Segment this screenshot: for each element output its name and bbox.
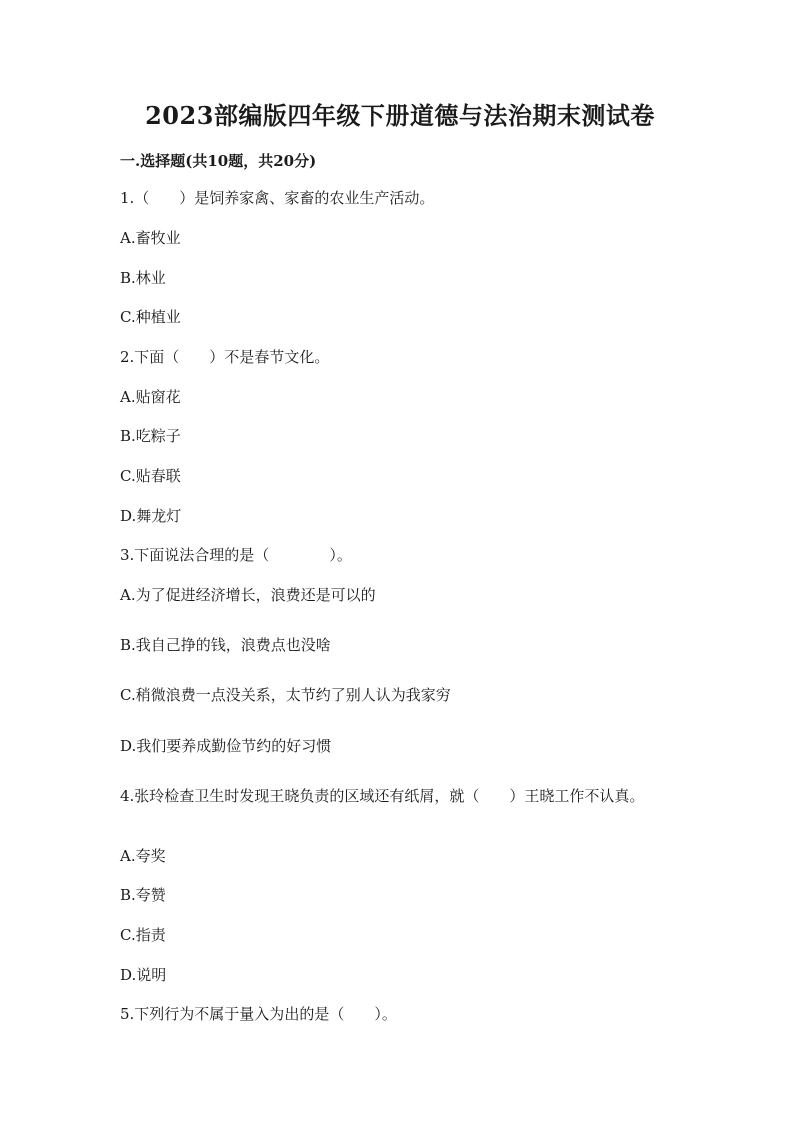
question-5-stem: 5.下列行为不属于量入为出的是（ ）。 xyxy=(120,1005,397,1023)
question-2-option-a: A.贴窗花 xyxy=(120,388,181,406)
question-2-option-b: B.吃粽子 xyxy=(120,427,181,445)
page-title: 2023部编版四年级下册道德与法治期末测试卷 xyxy=(145,101,655,130)
question-4-option-b: B.夸赞 xyxy=(120,886,166,904)
question-1-option-a: A.畜牧业 xyxy=(120,229,181,247)
question-4-option-c: C.指责 xyxy=(120,926,166,944)
question-2-option-c: C.贴春联 xyxy=(120,467,181,485)
question-4-option-d: D.说明 xyxy=(120,966,167,984)
question-2-option-d: D.舞龙灯 xyxy=(120,507,182,525)
question-3-option-a: A.为了促进经济增长，浪费还是可以的 xyxy=(120,586,376,604)
question-3-stem: 3.下面说法合理的是（ ）。 xyxy=(120,546,352,564)
question-3-option-c: C.稍微浪费一点没关系，太节约了别人认为我家穷 xyxy=(120,686,451,704)
question-1-option-b: B.林业 xyxy=(120,269,166,287)
question-3-option-d: D.我们要养成勤俭节约的好习惯 xyxy=(120,737,332,755)
question-4-option-a: A.夸奖 xyxy=(120,847,166,865)
section-heading: 一.选择题(共10题，共20分) xyxy=(120,152,317,170)
question-4-stem: 4.张玲检查卫生时发现王晓负责的区域还有纸屑，就（ ）王晓工作不认真。 xyxy=(120,787,645,805)
question-1-stem: 1.（ ）是饲养家禽、家畜的农业生产活动。 xyxy=(120,189,435,207)
question-1-option-c: C.种植业 xyxy=(120,308,181,326)
question-2-stem: 2.下面（ ）不是春节文化。 xyxy=(120,348,330,366)
question-3-option-b: B.我自己挣的钱，浪费点也没啥 xyxy=(120,636,331,654)
